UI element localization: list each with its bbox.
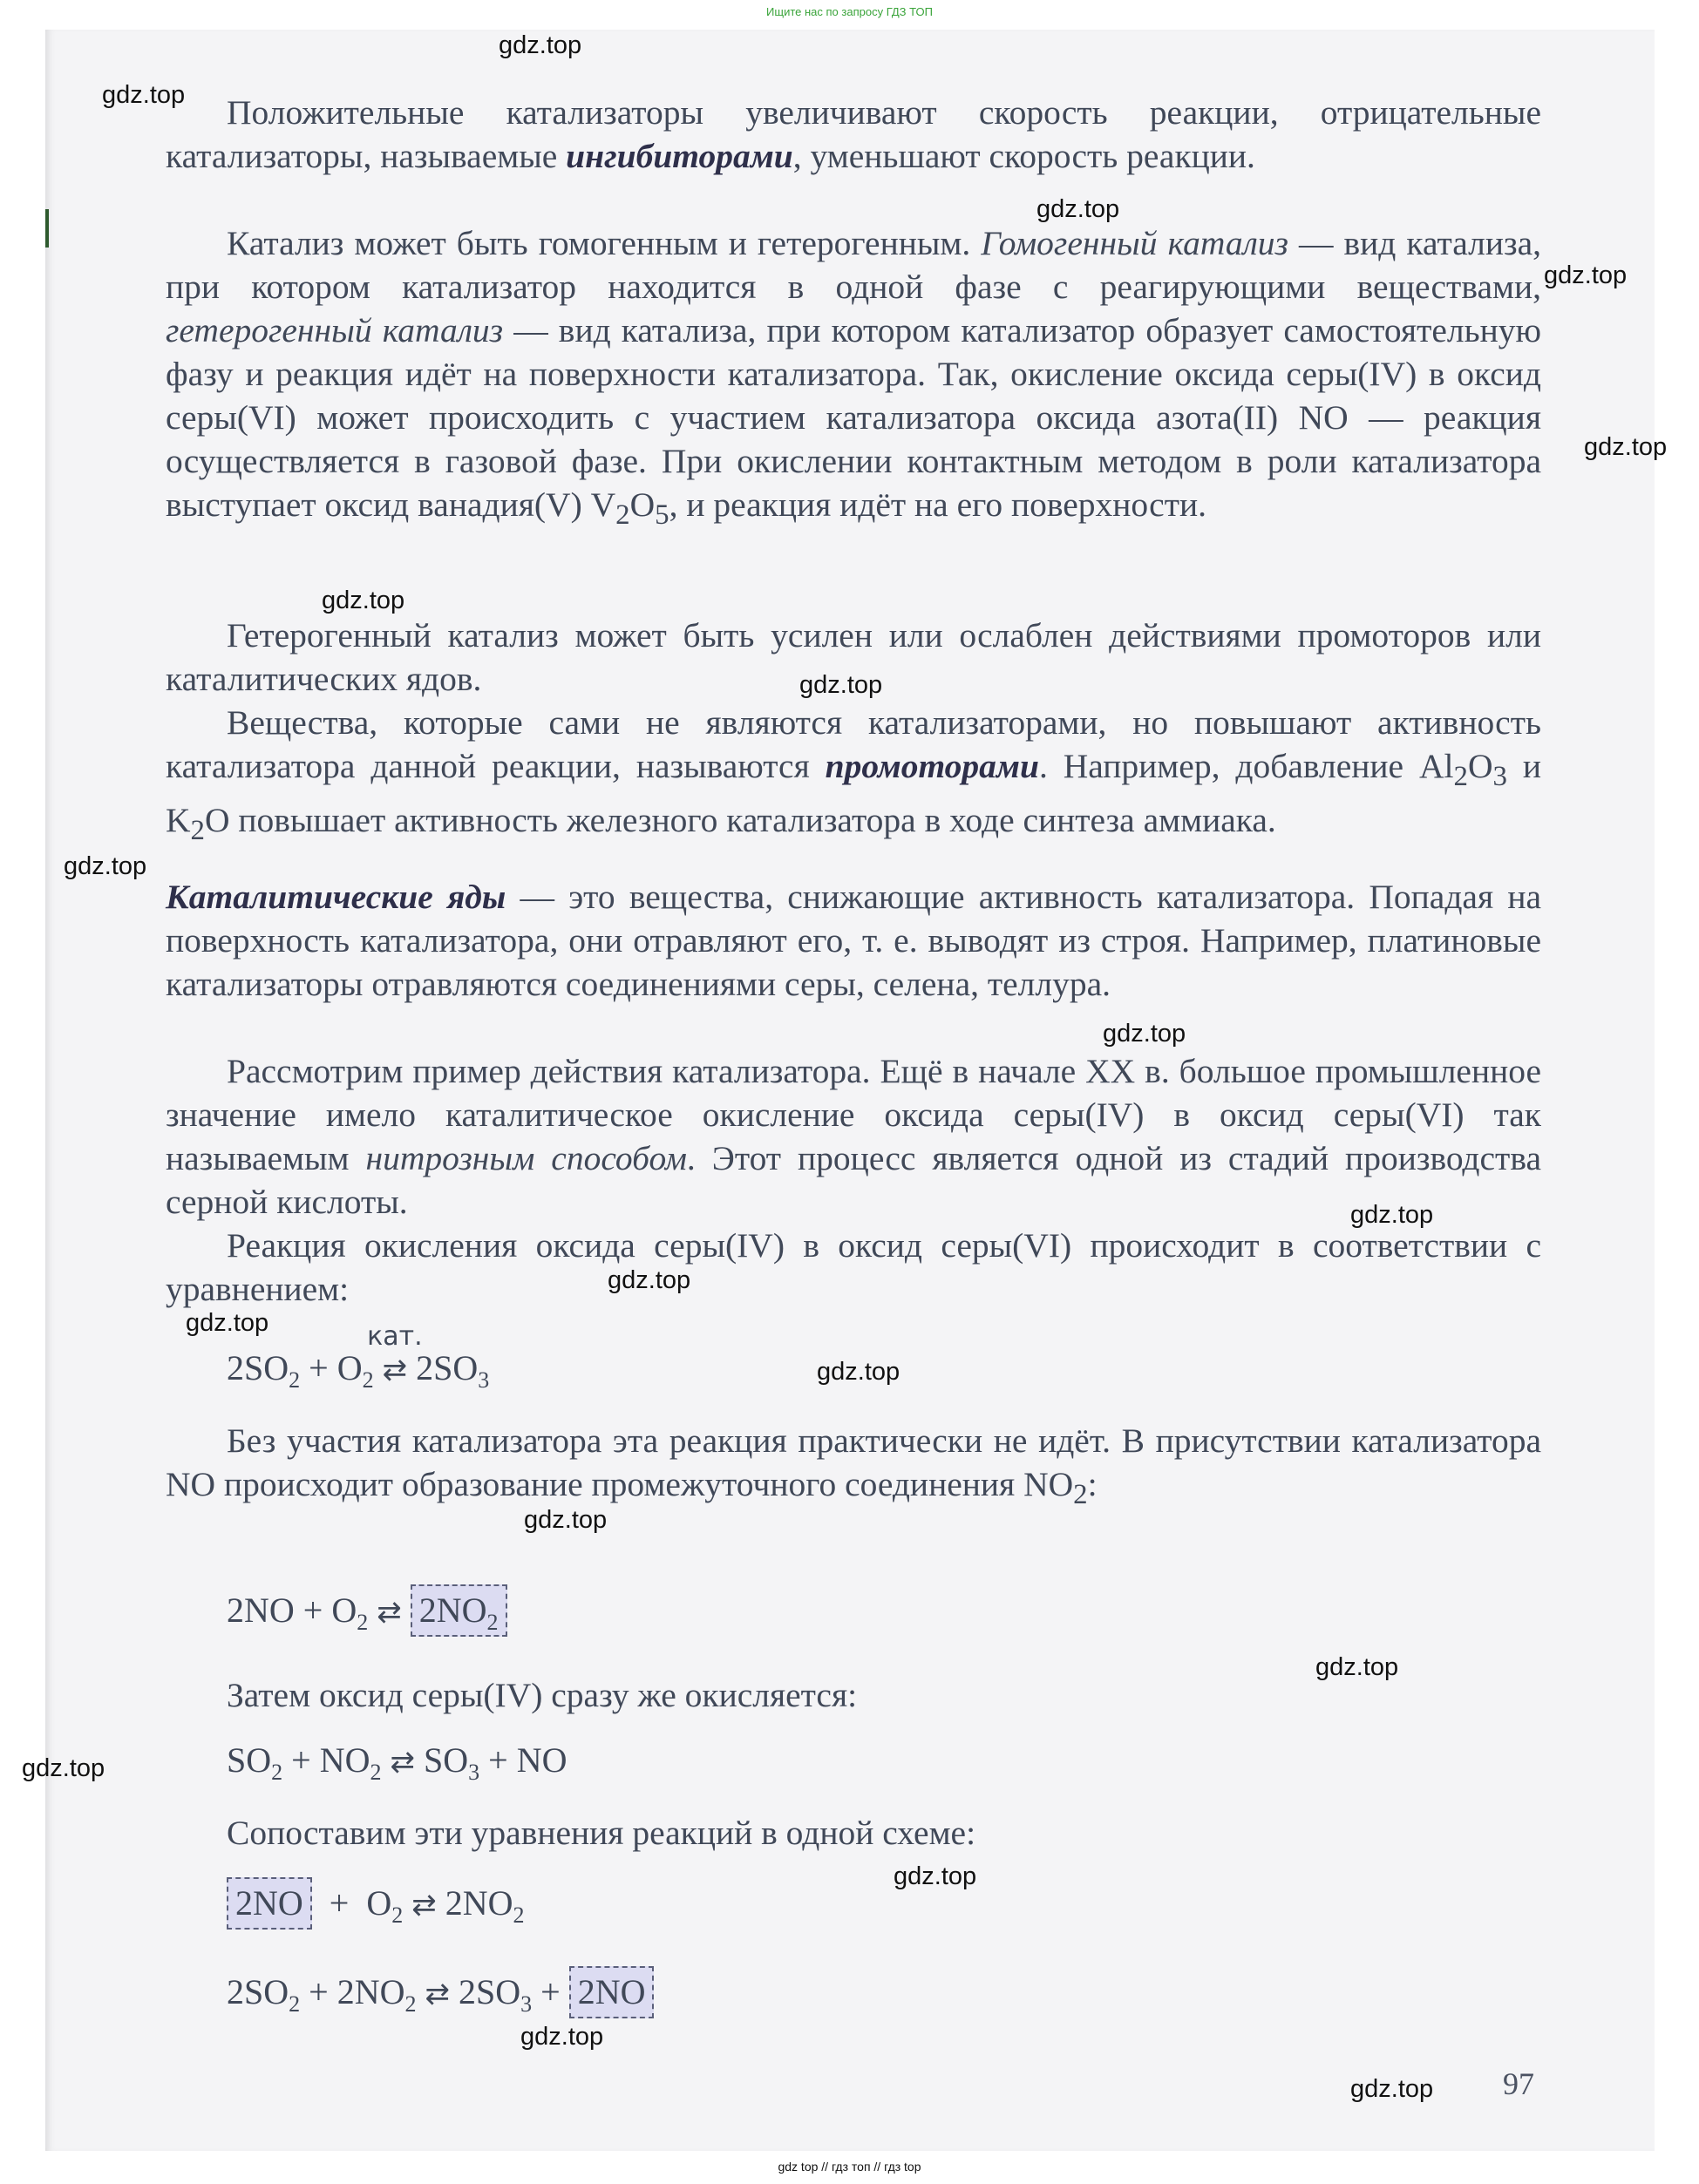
paragraph-promoters: Вещества, которые сами не являются катализаторами, но повышают активность катализатора данной реакции, называются промоторами. Например, добавление $Al_2O_3$ и $K_2O$ повышает активность железного катализатора в ходе синтеза аммиака. <box>166 703 1541 846</box>
paragraph-then: Затем оксид серы(IV) сразу же окисляется: <box>227 1676 858 1714</box>
margin-mark <box>45 209 49 248</box>
watermark: gdz.top <box>1350 2075 1434 2103</box>
paragraph-catalytic-poisons: Каталитические яды — это вещества, снижающие активность катализатора. Попадая на поверхность катализатора, они отравляют его, т. е. выводят из строя. Например, платиновые катализаторы отравляются соединениями серы, селена, теллура. <box>166 878 1541 1003</box>
equation-so2-oxidation: $2SO_2 + O_2$ кат. ⇄ $2SO_3$ <box>227 1321 490 1393</box>
watermark: gdz.top <box>102 81 186 109</box>
watermark: gdz.top <box>322 587 405 614</box>
highlight-box-no2: $2NO_2$ <box>411 1584 507 1637</box>
term-nitrous-method: нитрозным способом <box>365 1139 687 1177</box>
watermark: gdz.top <box>799 671 883 699</box>
term-inhibitors: ингибиторами <box>566 137 793 175</box>
watermark: gdz.top <box>520 2023 604 2051</box>
paragraph-intermediate: Без участия катализатора эта реакция практически не идёт. В присутствии катализатора NO происходит образование промежуточного соединения $NO_2$: <box>166 1421 1541 1510</box>
equation-no-oxidation: $2NO + O_2$ ⇄ $2NO_2$ <box>227 1584 507 1637</box>
top-banner: Ищите нас по запросу ГДЗ ТОП <box>766 5 933 18</box>
paragraph-catalysis-types: Катализ может быть гомогенным и гетерогенным. Гомогенный катализ — вид катализа, при котором катализатор находится в одной фазе с реагирующими веществами, гетерогенный катализ — вид катализа, при котором катализатор образует самостоятельную фазу и реакция идёт на поверхности катализатора. Так, окисление оксида серы(IV) в оксид серы(VI) может происходить с участием катализатора оксида азота(II) NO — реакция осуществляется в газовой фазе. При окислении контактным методом в роли катализатора выступает оксид ванадия(V) $V_2O_5$, и реакция идёт на его поверхности. <box>166 224 1542 531</box>
watermark: gdz.top <box>608 1266 691 1294</box>
watermark: gdz.top <box>22 1754 105 1782</box>
footer: gdz top // гдз топ // гдз top <box>778 2160 921 2174</box>
catalyst-arrow: кат. ⇄ <box>367 1321 423 1387</box>
watermark: gdz.top <box>499 31 582 59</box>
paragraph-compare: Сопоставим эти уравнения реакций в одной схеме: <box>227 1814 976 1852</box>
watermark: gdz.top <box>1544 261 1628 289</box>
equation-so2-no2: $SO_2 + NO_2$ ⇄ $SO_3$ + NO <box>227 1740 567 1785</box>
term-catalytic-poisons: Каталитические яды <box>166 878 506 916</box>
equation-scheme-1: $2NO + O_2$ ⇄ $2NO_2$ <box>227 1877 525 1930</box>
paragraph-catalysts: Положительные катализаторы увеличивают скорость реакции, отрицательные катализаторы, называемые ингибиторами, уменьшают скорость реакции. <box>166 93 1541 175</box>
watermark: gdz.top <box>1350 1201 1434 1229</box>
watermark: gdz.top <box>186 1309 269 1337</box>
catalyst-label: кат. <box>367 1321 423 1352</box>
watermark: gdz.top <box>524 1506 608 1534</box>
term-promoters: промоторами <box>825 747 1039 785</box>
watermark: gdz.top <box>64 852 147 880</box>
paragraph-reaction-intro: Реакция окисления оксида серы(IV) в оксид серы(VI) происходит в соответствии с уравнением: <box>166 1226 1541 1308</box>
highlight-box-no-product: 2NO <box>569 1966 655 2018</box>
watermark: gdz.top <box>894 1862 977 1890</box>
watermark: gdz.top <box>1315 1653 1399 1681</box>
watermark: gdz.top <box>817 1358 900 1386</box>
highlight-box-no-reactant: 2NO <box>227 1877 312 1930</box>
term-heterogeneous: гетерогенный катализ <box>166 311 504 349</box>
equation-scheme-2: $2SO_2 + 2NO_2$ ⇄ $2SO_3 + 2NO$ <box>227 1966 654 2018</box>
paragraph-example: Рассмотрим пример действия катализатора. Ещё в начале XX в. большое промышленное значение имело каталитическое окисление оксида серы(IV) в оксид серы(VI) так называемым нитрозным способом. Этот процесс является одной из стадий производства серной кислоты. <box>166 1052 1541 1221</box>
watermark: gdz.top <box>1036 195 1120 223</box>
term-homogeneous: Гомогенный катализ <box>981 224 1288 262</box>
page-number: 97 <box>1503 2066 1534 2101</box>
paragraph-promoters-poisons: Гетерогенный катализ может быть усилен или ослаблен действиями промоторов или каталитических ядов. <box>166 616 1541 698</box>
watermark: gdz.top <box>1103 1020 1186 1048</box>
watermark: gdz.top <box>1584 433 1668 461</box>
